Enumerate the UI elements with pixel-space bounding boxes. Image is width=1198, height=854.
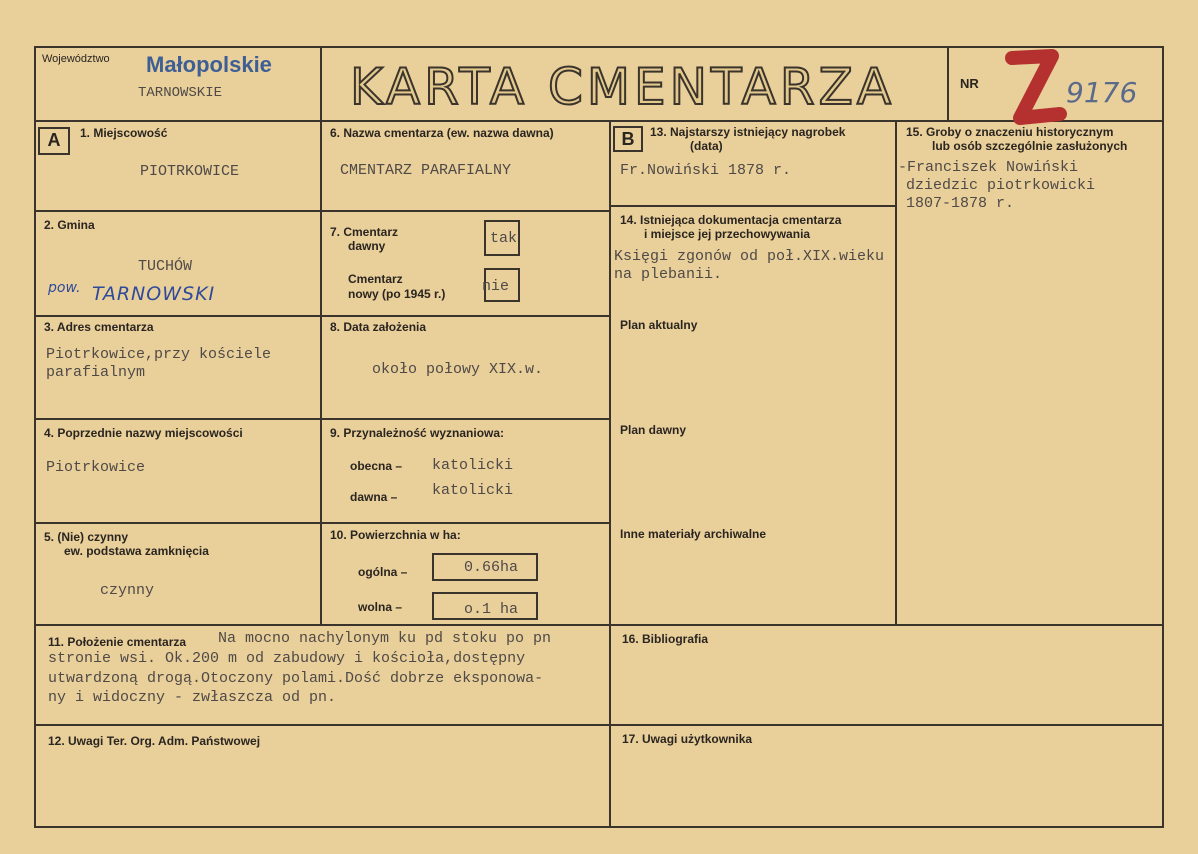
row-divider-1 xyxy=(34,210,610,212)
field-10-free-label: wolna – xyxy=(358,600,403,614)
field-8-value: około połowy XIX.w. xyxy=(372,361,544,378)
plan-old-label: Plan dawny xyxy=(620,423,687,437)
plan-current-label: Plan aktualny xyxy=(620,318,698,332)
field-4-label: 4. Poprzednie nazwy miejscowości xyxy=(44,426,243,440)
field-14-label-line-2: i miejsce jej przechowywania xyxy=(644,227,811,241)
column-divider-1 xyxy=(320,46,322,626)
field-7-old-label-1: 7. Cmentarz xyxy=(330,225,399,239)
field-10-label: 10. Powierzchnia w ha: xyxy=(330,528,461,542)
field-2-hand-value: TARNOWSKI xyxy=(92,283,216,305)
field-9-current-label: obecna – xyxy=(350,459,403,473)
row-divider-5 xyxy=(34,624,1164,626)
field-15-line-1: -Franciszek Nowiński xyxy=(898,159,1079,176)
field-2-hand-prefix: pow. xyxy=(48,280,81,296)
voivodeship-stamp: Małopolskie xyxy=(146,52,272,77)
field-14-line-1: Księgi zgonów od poł.XIX.wieku xyxy=(614,248,885,265)
field-1-label: 1. Miejscowość xyxy=(80,126,168,140)
other-materials-label: Inne materiały archiwalne xyxy=(620,527,767,541)
field-2-value: TUCHÓW xyxy=(138,258,193,275)
nr-value: 9176 xyxy=(1066,76,1138,109)
field-15-label-line-1: 15. Groby o znaczeniu historycznym xyxy=(906,125,1114,139)
field-1-value: PIOTRKOWICE xyxy=(140,163,240,180)
field-15-line-3: 1807-1878 r. xyxy=(906,195,1015,212)
field-3-line-1: Piotrkowice,przy kościele xyxy=(46,346,272,363)
field-11-label: 11. Położenie cmentarza xyxy=(48,635,187,649)
column-divider-2 xyxy=(609,120,611,828)
voivodeship-typed: TARNOWSKIE xyxy=(138,85,223,101)
row-divider-3 xyxy=(34,418,610,420)
field-6-label: 6. Nazwa cmentarza (ew. nazwa dawna) xyxy=(330,126,554,140)
field-7-new-value: nie xyxy=(482,278,510,295)
field-3-label: 3. Adres cmentarza xyxy=(44,320,154,334)
field-7-old-value: tak xyxy=(490,230,518,247)
row-divider-col3 xyxy=(609,205,897,207)
column-divider-3 xyxy=(895,120,897,626)
field-7-new-label-1: Cmentarz xyxy=(348,272,403,286)
field-17-label: 17. Uwagi użytkownika xyxy=(622,732,753,746)
card-title: KARTA CMENTARZA xyxy=(350,58,896,116)
field-8-label: 8. Data założenia xyxy=(330,320,427,334)
nr-label: NR xyxy=(960,76,979,91)
field-11-line-2: stronie wsi. Ok.200 m od zabudowy i kościoła,dostępny xyxy=(48,650,526,667)
field-15-line-2: dziedzic piotrkowicki xyxy=(906,177,1096,194)
field-11-line-1: Na mocno nachylonym ku pd stoku po pn xyxy=(218,630,552,647)
voivodeship-label: Województwo xyxy=(42,53,110,65)
field-4-value: Piotrkowice xyxy=(46,459,146,476)
field-14-label-line-1: 14. Istniejąca dokumentacja cmentarza xyxy=(620,213,842,227)
field-5-label-line-2: ew. podstawa zamknięcia xyxy=(64,544,209,558)
section-a-badge: A xyxy=(38,127,70,155)
field-9-former-value: katolicki xyxy=(432,482,514,499)
field-6-value: CMENTARZ PARAFIALNY xyxy=(340,162,512,179)
field-11-line-3: utwardzoną drogą.Otoczony polami.Dość dobrze eksponowa- xyxy=(48,670,544,687)
field-9-label: 9. Przynależność wyznaniowa: xyxy=(330,426,505,440)
field-5-label-line-1: 5. (Nie) czynny xyxy=(44,530,129,544)
field-10-free-value: o.1 ha xyxy=(464,601,519,618)
field-15-label-line-2: lub osób szczególnie zasłużonych xyxy=(932,139,1128,153)
field-5-value: czynny xyxy=(100,582,155,599)
field-12-label: 12. Uwagi Ter. Org. Adm. Państwowej xyxy=(48,734,261,748)
field-13-label-line-2: (data) xyxy=(690,139,723,153)
nr-divider xyxy=(947,46,949,122)
field-14-line-2: na plebanii. xyxy=(614,266,723,283)
field-3-line-2: parafialnym xyxy=(46,364,146,381)
field-7-new-label-2: nowy (po 1945 r.) xyxy=(348,287,446,301)
field-10-total-value: 0.66ha xyxy=(464,559,519,576)
field-9-current-value: katolicki xyxy=(432,457,514,474)
field-13-value: Fr.Nowiński 1878 r. xyxy=(620,162,792,179)
row-divider-4 xyxy=(34,522,610,524)
field-9-former-label: dawna – xyxy=(350,490,398,504)
field-16-label: 16. Bibliografia xyxy=(622,632,709,646)
section-b-badge: B xyxy=(613,126,643,152)
field-11-line-4: ny i widoczny - zwłaszcza od pn. xyxy=(48,689,337,706)
row-divider-2 xyxy=(34,315,610,317)
nr-red-mark xyxy=(990,48,1070,128)
row-divider-6 xyxy=(34,724,1164,726)
field-7-old-label-2: dawny xyxy=(348,239,386,253)
field-13-label-line-1: 13. Najstarszy istniejący nagrobek xyxy=(650,125,846,139)
field-2-label: 2. Gmina xyxy=(44,218,95,232)
field-10-total-label: ogólna – xyxy=(358,565,408,579)
